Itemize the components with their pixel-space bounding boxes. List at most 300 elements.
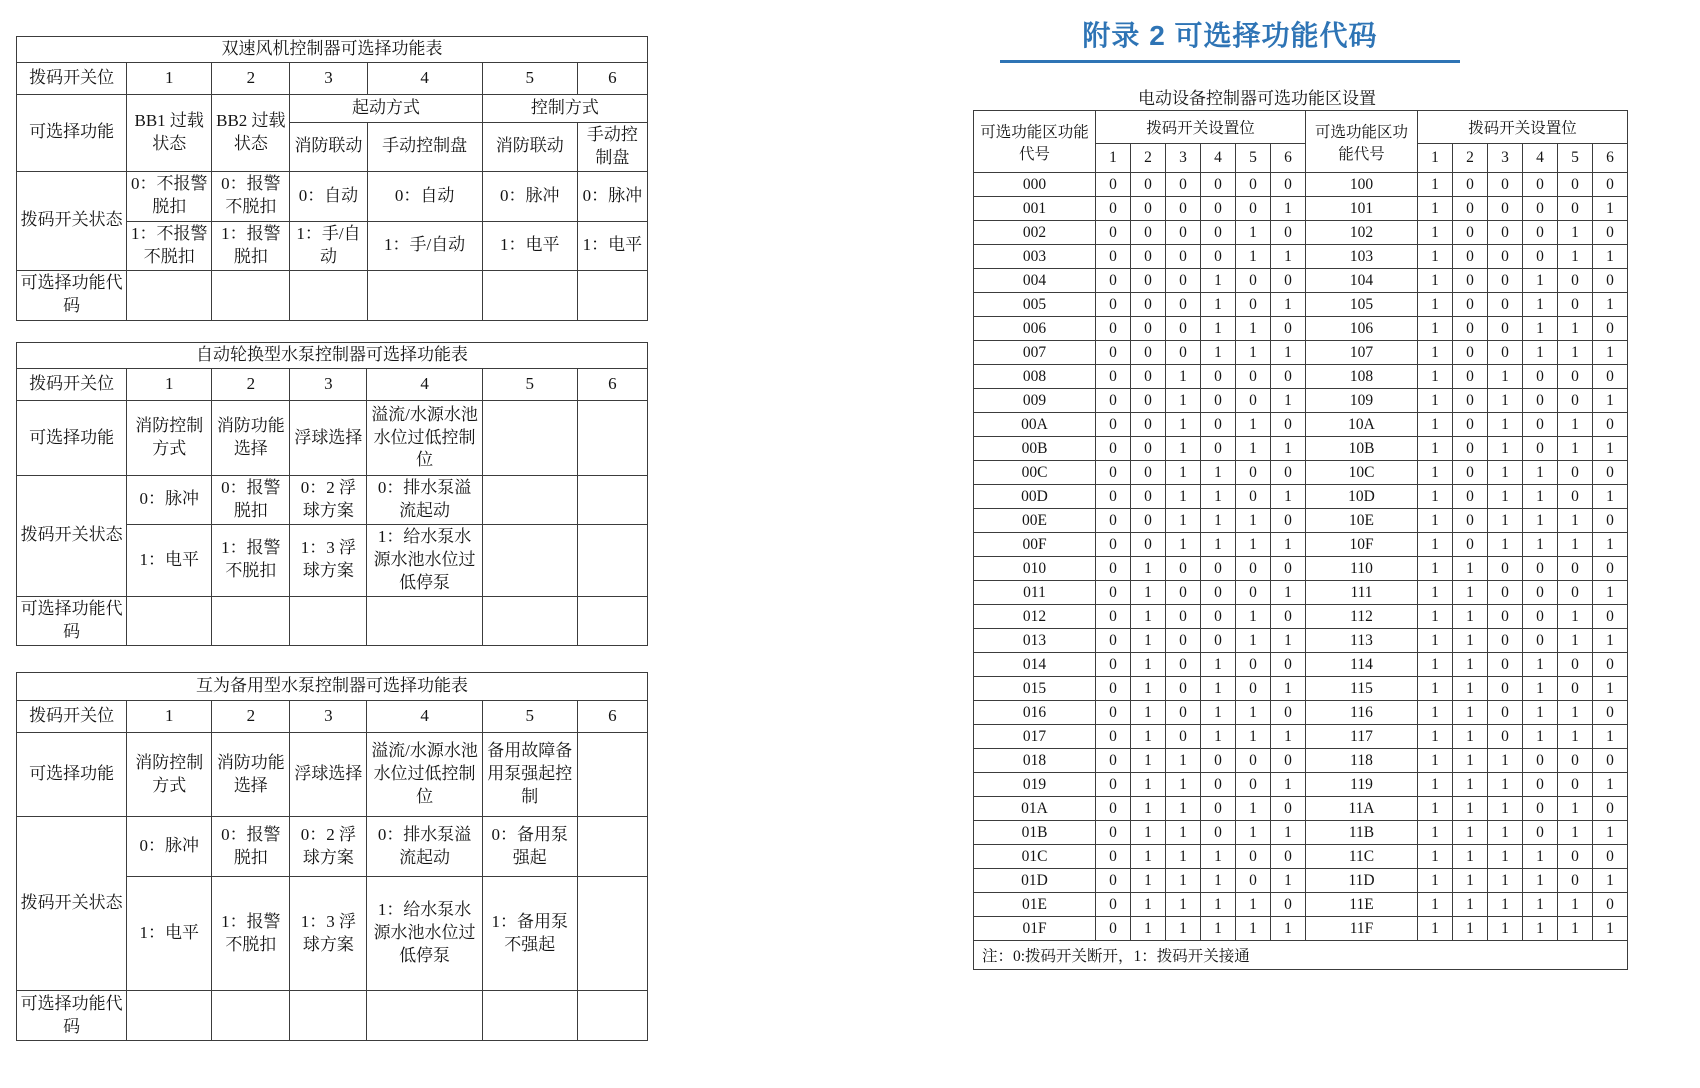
dip-bit-cell: 1 (1166, 509, 1201, 533)
code-row (974, 893, 1628, 917)
dip-bit-cell: 0 (1131, 365, 1166, 389)
dip-bit-cell: 0 (1131, 341, 1166, 365)
bit-label: 2 (1131, 144, 1166, 173)
dip-bit-cell: 0 (1096, 221, 1131, 245)
dip-bit-cell: 1 (1201, 653, 1236, 677)
dip-bit-cell: 1 (1166, 533, 1201, 557)
code-row (974, 629, 1628, 653)
dip-bit-cell: 0 (1271, 269, 1306, 293)
code-row (974, 605, 1628, 629)
dip-bit-cell: 1 (1453, 773, 1488, 797)
dip-bit-cell: 0 (1096, 821, 1131, 845)
bit-label: 6 (1271, 144, 1306, 173)
dip-bit-cell: 1 (1453, 845, 1488, 869)
function-code-cell: 01F (974, 917, 1096, 941)
dip-bit-cell: 1 (1558, 437, 1593, 461)
state0-cell (577, 817, 647, 877)
dip-bit-cell: 1 (1488, 869, 1523, 893)
dip-bit-cell: 1 (1523, 893, 1558, 917)
dip-bit-cell: 1 (1131, 845, 1166, 869)
dip-bit-cell: 0 (1271, 461, 1306, 485)
function-code-cell: 103 (1306, 245, 1418, 269)
code-row (974, 845, 1628, 869)
dip-bit-cell: 0 (1593, 845, 1628, 869)
dip-bit-cell: 1 (1418, 869, 1453, 893)
dip-bit-cell: 0 (1201, 245, 1236, 269)
dip-bit-cell: 1 (1593, 485, 1628, 509)
dip-bit-cell: 1 (1166, 773, 1201, 797)
state1-cell: 1：给水泵水源水池水位过低停泵 (367, 877, 482, 991)
dip-bit-cell: 0 (1558, 677, 1593, 701)
function-code-cell: 11A (1306, 797, 1418, 821)
dip-bit-cell: 0 (1593, 317, 1628, 341)
dip-bit-cell: 0 (1236, 365, 1271, 389)
dip-bit-cell: 1 (1236, 725, 1271, 749)
function-cell (482, 401, 577, 476)
dip-bit-cell: 1 (1236, 413, 1271, 437)
dip-bit-cell: 0 (1271, 173, 1306, 197)
dip-bit-cell: 1 (1418, 221, 1453, 245)
dip-bit-cell: 0 (1166, 221, 1201, 245)
table-title: 双速风机控制器可选择功能表 (17, 37, 648, 63)
dip-bit-cell: 0 (1096, 365, 1131, 389)
dip-bit-cell: 0 (1523, 389, 1558, 413)
code-row (974, 317, 1628, 341)
dip-bit-cell: 1 (1166, 797, 1201, 821)
dip-bit-cell: 0 (1558, 269, 1593, 293)
dip-position: 4 (367, 63, 482, 95)
dip-bit-cell: 0 (1166, 341, 1201, 365)
dip-bit-cell: 1 (1593, 677, 1628, 701)
code-row (974, 293, 1628, 317)
function-row-label: 可选择功能 (17, 401, 127, 476)
dip-bit-cell: 1 (1558, 821, 1593, 845)
dip-bit-cell: 0 (1523, 245, 1558, 269)
dip-bit-cell: 1 (1271, 581, 1306, 605)
dip-bit-cell: 1 (1418, 365, 1453, 389)
dip-bit-cell: 1 (1488, 437, 1523, 461)
state0-cell: 0：2 浮球方案 (290, 476, 367, 525)
state0-cell: 0：自动 (290, 171, 367, 221)
dip-bit-cell: 1 (1523, 461, 1558, 485)
dip-bit-cell: 0 (1488, 173, 1523, 197)
empty-code-cell (290, 270, 367, 320)
function-cell: 溢流/水源水池水位过低控制位 (367, 401, 482, 476)
dip-bit-cell: 0 (1236, 461, 1271, 485)
dip-bit-cell: 0 (1523, 797, 1558, 821)
table-title: 互为备用型水泵控制器可选择功能表 (17, 673, 648, 701)
state1-cell: 1：报警不脱扣 (212, 524, 290, 596)
code-row (974, 917, 1628, 941)
state1-cell: 1：电平 (127, 524, 212, 596)
function-cell: 浮球选择 (290, 733, 367, 817)
dip-bit-cell: 0 (1558, 365, 1593, 389)
dip-bit-cell: 1 (1271, 821, 1306, 845)
dip-bit-cell: 1 (1558, 341, 1593, 365)
dip-bit-cell: 1 (1523, 677, 1558, 701)
state1-cell (577, 524, 647, 596)
dip-bit-cell: 0 (1593, 557, 1628, 581)
code-row (974, 701, 1628, 725)
dip-bit-cell: 0 (1523, 629, 1558, 653)
function-cell (577, 401, 647, 476)
dip-position: 3 (290, 701, 367, 733)
bit-label: 4 (1201, 144, 1236, 173)
dip-bit-cell: 1 (1131, 725, 1166, 749)
dip-bit-cell: 0 (1096, 701, 1131, 725)
dip-bit-cell: 0 (1096, 869, 1131, 893)
dip-bit-cell: 1 (1558, 797, 1593, 821)
dip-bit-cell: 1 (1131, 917, 1166, 941)
dip-bit-cell: 0 (1271, 701, 1306, 725)
dip-bit-cell: 0 (1593, 605, 1628, 629)
dip-bit-cell: 0 (1488, 197, 1523, 221)
dip-bit-cell: 1 (1236, 317, 1271, 341)
dip-bit-cell: 0 (1523, 365, 1558, 389)
dip-bit-cell: 0 (1523, 197, 1558, 221)
dip-bit-cell: 0 (1166, 701, 1201, 725)
dip-bit-cell: 0 (1558, 749, 1593, 773)
dip-bit-cell: 0 (1271, 509, 1306, 533)
state-row-label: 拨码开关状态 (17, 171, 127, 270)
dip-bit-cell: 0 (1096, 749, 1131, 773)
dip-bit-cell: 1 (1418, 485, 1453, 509)
function-code-cell: 115 (1306, 677, 1418, 701)
dip-bit-cell: 1 (1488, 533, 1523, 557)
dip-bit-cell: 1 (1453, 653, 1488, 677)
dip-bit-cell: 0 (1558, 773, 1593, 797)
dip-bit-cell: 1 (1418, 749, 1453, 773)
dip-bit-cell: 0 (1166, 605, 1201, 629)
function-code-cell: 119 (1306, 773, 1418, 797)
dip-bit-cell: 0 (1453, 485, 1488, 509)
dip-bit-cell: 0 (1096, 917, 1131, 941)
dip-bit-cell: 0 (1096, 557, 1131, 581)
function-code-cell: 106 (1306, 317, 1418, 341)
dip-bit-cell: 1 (1418, 533, 1453, 557)
dip-bit-cell: 0 (1453, 389, 1488, 413)
dip-bit-cell: 1 (1166, 437, 1201, 461)
function-cell: BB2 过载状态 (212, 95, 290, 172)
dip-position: 2 (212, 63, 290, 95)
dip-bit-cell: 1 (1523, 485, 1558, 509)
dip-bit-cell: 0 (1131, 293, 1166, 317)
code-row (974, 869, 1628, 893)
fan-controller-function-table (16, 36, 648, 321)
function-code-cell: 118 (1306, 749, 1418, 773)
dip-bit-cell: 0 (1523, 221, 1558, 245)
dip-bit-cell: 1 (1236, 221, 1271, 245)
function-cell: 消防功能选择 (212, 401, 290, 476)
code-row (974, 773, 1628, 797)
dip-bit-cell: 0 (1166, 677, 1201, 701)
appendix-table-body (974, 173, 1628, 941)
dip-bit-cell: 0 (1523, 821, 1558, 845)
dip-bit-cell: 0 (1453, 533, 1488, 557)
function-code-cell: 102 (1306, 221, 1418, 245)
dip-bit-cell: 1 (1236, 437, 1271, 461)
dip-bit-cell: 1 (1523, 653, 1558, 677)
bit-label: 4 (1523, 144, 1558, 173)
function-code-cell: 111 (1306, 581, 1418, 605)
dip-bit-cell: 1 (1418, 197, 1453, 221)
dip-bit-cell: 1 (1558, 317, 1593, 341)
dip-bit-cell: 0 (1488, 245, 1523, 269)
dip-bit-cell: 0 (1201, 797, 1236, 821)
function-code-cell: 019 (974, 773, 1096, 797)
state-row-label: 拨码开关状态 (17, 476, 127, 597)
dip-bit-cell: 1 (1271, 341, 1306, 365)
dip-bit-cell: 1 (1166, 461, 1201, 485)
function-code-cell: 003 (974, 245, 1096, 269)
function-code-cell: 104 (1306, 269, 1418, 293)
dip-bit-cell: 0 (1236, 653, 1271, 677)
dip-bit-cell: 1 (1558, 413, 1593, 437)
dip-bit-cell: 0 (1453, 365, 1488, 389)
dip-bit-cell: 0 (1558, 197, 1593, 221)
function-cell: 备用故障备用泵强起控制 (482, 733, 577, 817)
dip-bit-cell: 1 (1523, 509, 1558, 533)
dip-bit-cell: 1 (1488, 845, 1523, 869)
dip-bit-cell: 0 (1523, 173, 1558, 197)
dip-bit-cell: 1 (1418, 701, 1453, 725)
dip-bit-cell: 1 (1418, 509, 1453, 533)
dip-bit-cell: 0 (1201, 413, 1236, 437)
dip-bit-cell: 0 (1201, 173, 1236, 197)
dip-position: 1 (127, 369, 212, 401)
dip-bit-cell: 1 (1453, 917, 1488, 941)
dip-position: 6 (577, 701, 647, 733)
dip-bit-cell: 0 (1096, 197, 1131, 221)
dip-bit-cell: 0 (1453, 245, 1488, 269)
code-row (974, 413, 1628, 437)
dip-bit-cell: 1 (1271, 389, 1306, 413)
dip-bit-cell: 0 (1096, 341, 1131, 365)
dip-bit-cell: 1 (1488, 821, 1523, 845)
dip-bit-cell: 0 (1593, 221, 1628, 245)
table-title: 自动轮换型水泵控制器可选择功能表 (17, 343, 648, 369)
dip-bit-cell: 1 (1488, 413, 1523, 437)
state1-cell: 1：手/自动 (290, 221, 367, 270)
dip-bit-cell: 0 (1488, 725, 1523, 749)
dip-bit-cell: 0 (1131, 461, 1166, 485)
dip-bit-cell: 0 (1236, 869, 1271, 893)
dip-bit-cell: 0 (1201, 437, 1236, 461)
dip-bit-cell: 0 (1271, 365, 1306, 389)
function-row-label: 可选择功能 (17, 95, 127, 172)
dip-bit-cell: 1 (1166, 485, 1201, 509)
dip-bit-cell: 1 (1453, 629, 1488, 653)
dip-bit-cell: 0 (1131, 317, 1166, 341)
dip-bit-cell: 0 (1523, 773, 1558, 797)
dip-bit-cell: 1 (1418, 605, 1453, 629)
function-code-cell: 009 (974, 389, 1096, 413)
dip-bit-cell: 1 (1418, 797, 1453, 821)
dip-bit-cell: 1 (1166, 893, 1201, 917)
dip-bit-cell: 1 (1131, 821, 1166, 845)
dip-bit-cell: 1 (1201, 869, 1236, 893)
state1-cell: 1：电平 (127, 877, 212, 991)
function-code-cell: 016 (974, 701, 1096, 725)
dip-bit-cell: 1 (1558, 725, 1593, 749)
dip-bits-header: 拨码开关设置位 (1418, 111, 1628, 144)
function-code-cell: 000 (974, 173, 1096, 197)
dip-bit-cell: 1 (1593, 725, 1628, 749)
dip-bit-cell: 1 (1201, 269, 1236, 293)
dip-bit-cell: 1 (1236, 629, 1271, 653)
function-code-cell: 117 (1306, 725, 1418, 749)
dip-bit-cell: 0 (1488, 677, 1523, 701)
code-column-header: 可选功能区功能代号 (974, 111, 1096, 173)
function-code-cell: 00A (974, 413, 1096, 437)
dip-bit-cell: 0 (1488, 269, 1523, 293)
code-column-header: 可选功能区功能代号 (1306, 111, 1418, 173)
dip-bit-cell: 1 (1166, 917, 1201, 941)
dip-bit-cell: 1 (1523, 701, 1558, 725)
dip-bit-cell: 0 (1096, 653, 1131, 677)
dip-bit-cell: 0 (1488, 341, 1523, 365)
function-code-cell: 007 (974, 341, 1096, 365)
dip-bit-cell: 0 (1096, 773, 1131, 797)
dip-bit-cell: 0 (1166, 317, 1201, 341)
state1-cell (577, 877, 647, 991)
dip-bit-cell: 0 (1558, 869, 1593, 893)
dip-bit-cell: 1 (1201, 893, 1236, 917)
dip-bit-cell: 1 (1418, 557, 1453, 581)
dip-bit-cell: 1 (1201, 845, 1236, 869)
dip-bit-cell: 1 (1418, 893, 1453, 917)
dip-bit-cell: 1 (1271, 533, 1306, 557)
dip-bit-cell: 1 (1418, 269, 1453, 293)
dip-bit-cell: 0 (1488, 605, 1523, 629)
dip-bit-cell: 0 (1166, 581, 1201, 605)
dip-bit-cell: 0 (1488, 221, 1523, 245)
dip-bit-cell: 1 (1201, 701, 1236, 725)
dip-bit-cell: 0 (1523, 605, 1558, 629)
code-row (974, 269, 1628, 293)
dip-bit-cell: 0 (1271, 749, 1306, 773)
code-row (974, 461, 1628, 485)
function-code-cell: 008 (974, 365, 1096, 389)
empty-code-cell (127, 270, 212, 320)
function-code-cell: 107 (1306, 341, 1418, 365)
dip-bit-cell: 0 (1523, 557, 1558, 581)
dip-bit-cell: 1 (1558, 701, 1593, 725)
dip-bit-cell: 0 (1488, 653, 1523, 677)
dip-position: 1 (127, 701, 212, 733)
dip-position: 5 (482, 63, 577, 95)
dip-bit-cell: 1 (1453, 797, 1488, 821)
empty-code-cell (577, 270, 647, 320)
dip-bit-cell: 1 (1488, 389, 1523, 413)
state0-cell: 0：排水泵溢流起动 (367, 476, 482, 525)
dip-bit-cell: 1 (1201, 533, 1236, 557)
code-row (974, 749, 1628, 773)
bit-label: 1 (1418, 144, 1453, 173)
state1-cell: 1：不报警不脱扣 (127, 221, 212, 270)
state0-cell (577, 476, 647, 525)
dip-bit-cell: 0 (1096, 269, 1131, 293)
dip-position-label: 拨码开关位 (17, 701, 127, 733)
dip-bit-cell: 0 (1593, 269, 1628, 293)
dip-bit-cell: 0 (1453, 173, 1488, 197)
dip-bit-cell: 0 (1166, 293, 1201, 317)
dip-bit-cell: 0 (1558, 173, 1593, 197)
dip-bit-cell: 0 (1131, 437, 1166, 461)
dip-bit-cell: 1 (1593, 533, 1628, 557)
dip-bit-cell: 0 (1593, 797, 1628, 821)
dip-bit-cell: 1 (1236, 245, 1271, 269)
function-code-cell: 11B (1306, 821, 1418, 845)
dip-bit-cell: 0 (1096, 461, 1131, 485)
dip-bit-cell: 1 (1593, 197, 1628, 221)
code-row (974, 341, 1628, 365)
dip-bit-cell: 1 (1523, 341, 1558, 365)
dip-bit-cell: 1 (1488, 485, 1523, 509)
dip-bit-cell: 0 (1236, 485, 1271, 509)
dip-position: 5 (482, 369, 577, 401)
dip-bit-cell: 0 (1488, 317, 1523, 341)
function-code-cell: 013 (974, 629, 1096, 653)
dip-bit-cell: 1 (1453, 893, 1488, 917)
dip-bit-cell: 0 (1236, 293, 1271, 317)
state0-cell: 0：脉冲 (577, 171, 647, 221)
dip-bit-cell: 1 (1453, 869, 1488, 893)
code-row (974, 509, 1628, 533)
dip-position: 6 (577, 369, 647, 401)
empty-code-cell (367, 991, 482, 1041)
dip-bit-cell: 0 (1131, 389, 1166, 413)
function-sub-cell: 消防联动 (482, 123, 577, 172)
dip-bit-cell: 1 (1271, 437, 1306, 461)
function-code-cell: 006 (974, 317, 1096, 341)
dip-bit-cell: 0 (1201, 197, 1236, 221)
dip-bit-cell: 0 (1131, 269, 1166, 293)
dip-bit-cell: 1 (1201, 317, 1236, 341)
dip-bit-cell: 1 (1593, 341, 1628, 365)
dip-bit-cell: 0 (1201, 365, 1236, 389)
bit-label: 1 (1096, 144, 1131, 173)
dip-bit-cell: 1 (1236, 509, 1271, 533)
state1-cell: 1：备用泵不强起 (482, 877, 577, 991)
dip-bit-cell: 1 (1201, 341, 1236, 365)
function-code-cell: 00B (974, 437, 1096, 461)
dip-position: 3 (290, 369, 367, 401)
code-row (974, 557, 1628, 581)
function-code-cell: 00F (974, 533, 1096, 557)
function-cell (577, 733, 647, 817)
dip-bit-cell: 0 (1096, 677, 1131, 701)
dip-position: 1 (127, 63, 212, 95)
function-code-cell: 11F (1306, 917, 1418, 941)
function-code-cell: 112 (1306, 605, 1418, 629)
dip-bit-cell: 0 (1131, 509, 1166, 533)
state0-cell: 0：备用泵强起 (482, 817, 577, 877)
dip-bit-cell: 0 (1593, 893, 1628, 917)
code-row-label: 可选择功能代码 (17, 596, 127, 645)
function-code-cell: 00E (974, 509, 1096, 533)
dip-bit-cell: 0 (1558, 653, 1593, 677)
function-code-cell: 005 (974, 293, 1096, 317)
dip-bit-cell: 0 (1453, 221, 1488, 245)
dip-bit-cell: 1 (1201, 917, 1236, 941)
dip-bit-cell: 1 (1558, 917, 1593, 941)
dip-bit-cell: 1 (1166, 365, 1201, 389)
dip-bit-cell: 1 (1201, 461, 1236, 485)
dip-bit-cell: 1 (1166, 821, 1201, 845)
dip-bit-cell: 1 (1418, 773, 1453, 797)
dip-bit-cell: 1 (1271, 725, 1306, 749)
